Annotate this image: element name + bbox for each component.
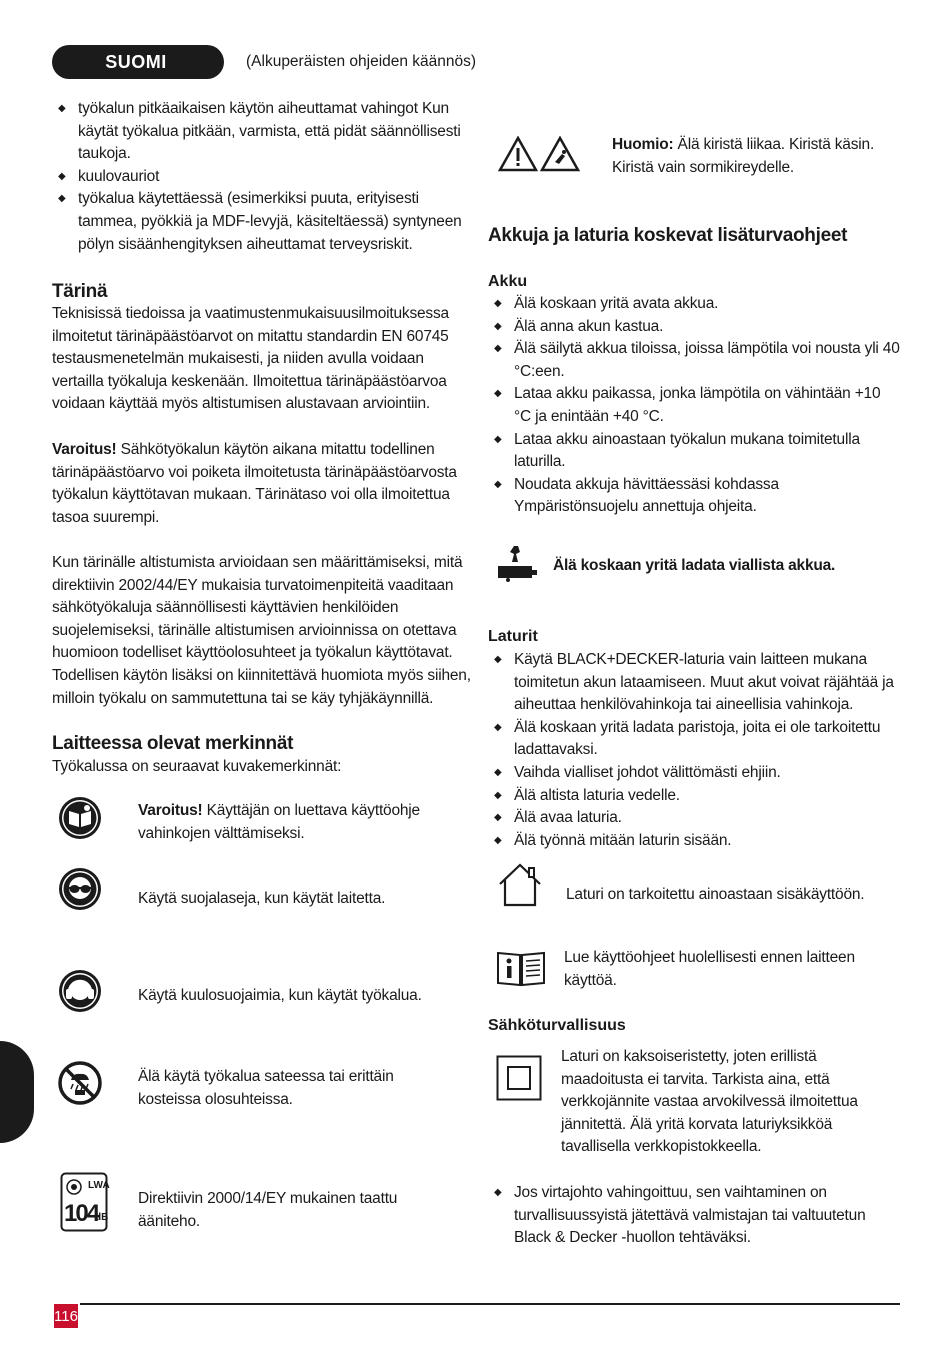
info-book-icon <box>496 947 546 992</box>
battery-section-heading: Akkuja ja laturia koskevat lisäturvaohjeet <box>488 225 848 246</box>
list-item: ◆ Jos virtajohto vahingoittuu, sen vaihtaminen on turvallisuussyistä jätettävä valmistajan tai valtuutetun Black & Decker -huollon tehtäväksi. <box>488 1182 900 1250</box>
no-rain-icon <box>57 1060 103 1111</box>
warning-label: Varoitus! <box>52 441 117 458</box>
vibration-paragraph-1: Teknisissä tiedoissa ja vaatimustenmukaisuusilmoituksessa ilmoitetut tärinäpäästöarvot on mitattu standardin EN 60745 testausmenetelmän mukaisesti, ja niiden avulla voidaan vertailla työkaluja keskenään. Ilmoitettua tärinäpäästöarvoa voidaan käyttää myös altistumisen alustavaan arviointiin. <box>52 305 449 413</box>
safety-glasses-icon <box>57 866 103 917</box>
cord-bullet-list <box>488 1182 900 1250</box>
sound-unit: dB <box>95 1212 109 1223</box>
list-item: ◆ Älä koskaan yritä ladata paristoja, joita ei ole tarkoitettu ladattavaksi. <box>488 717 900 762</box>
marking-text-glasses: Käytä suojalaseja, kun käytät laitetta. <box>138 890 386 907</box>
battery-list <box>488 293 900 519</box>
double-insulation-icon <box>496 1055 542 1106</box>
list-item: ◆ Käytä BLACK+DECKER-laturia vain laitteen mukana toimitetun akun lataamiseen. Muut akut voivat räjähtää ja aiheuttaa henkilövahinkoja tai aineellisia vahinkoja. <box>488 649 900 717</box>
section-tab <box>0 1041 34 1143</box>
damaged-battery-note: Älä koskaan yritä ladata viallista akkua. <box>553 557 836 574</box>
warning-text: Sähkötyökalun käytön aikana mitattu todellinen tärinäpäästöarvo voi poiketa ilmoitetusta tärinäpäästöarvosta työkalun käyttötavan mukaan. Tärinätaso voi olla ilmoitettua tasoa suurempi. <box>52 441 457 526</box>
sound-lwa-label: LWA <box>88 1180 110 1191</box>
double-insulated-text: Laturi on kaksoiseristetty, joten erillistä maadoitusta ei tarvita. Tarkista aina, että verkkojännite vastaa arvokilvessä ilmoitettua jännitettä. Älä yritä korvata laturiyksikköä tavallisella verkkopistokkeella. <box>561 1048 858 1156</box>
list-item: ◆ Noudata akkuja hävittäessäsi kohdassa Ympäristönsuojelu annettuja ohjeita. <box>488 474 900 519</box>
markings-intro: Työkalussa on seuraavat kuvakemerkinnät: <box>52 758 342 775</box>
sound-power-icon <box>60 1172 108 1232</box>
read-manual-icon <box>57 795 103 846</box>
marking-text-rain: Älä käytä työkalua sateessa tai erittäin kosteissa olosuhteissa. <box>138 1068 394 1108</box>
caution-text: Huomio: Älä kiristä liikaa. Kiristä käsin. Kiristä vain sormikireydelle. <box>612 136 875 176</box>
page-number: 116 <box>54 1304 78 1328</box>
list-item: ◆ Älä säilytä akkua tiloissa, joissa lämpötila voi nousta yli 40 °C:een. <box>488 338 900 383</box>
list-item: ◆ Lataa akku ainoastaan työkalun mukana toimitetulla laturilla. <box>488 429 900 474</box>
damaged-battery-icon <box>494 542 540 587</box>
vibration-heading: Tärinä <box>52 281 108 302</box>
list-item: ◆ Vaihda vialliset johdot välittömästi ehjiin. <box>488 762 900 785</box>
list-item: ◆ Lataa akku paikassa, jonka lämpötila on vähintään +10 °C ja enintään +40 °C. <box>488 383 900 428</box>
list-item: ◆ työkalun pitkäaikaisen käytön aiheuttamat vahingot Kun käytät työkalua pitkään, varmista, että pidät säännöllisesti taukoja. <box>52 98 472 166</box>
list-item: ◆ työkalua käytettäessä (esimerkiksi puuta, erityisesti tammea, pyökkiä ja MDF-levyjä, käsiteltäessä) syntyneen pölyn sisäänhengityksen aiheuttamat terveysriskit. <box>52 188 472 256</box>
language-label: SUOMI <box>105 51 167 72</box>
vibration-paragraph-3: Kun tärinälle altistumista arvioidaan sen määrittämiseksi, mitä direktiivin 2002/44/EY mukaisia turvatoimenpiteitä vaaditaan sähkötyökaluja säännöllisesti käyttävien henkilöiden suojelemiseksi, tärinälle altistumisen arvioinnissa on otettava huomioon todelliset käyttöolosuhteet ja työkalun käyttötavat. Todellisen käytön lisäksi on kiinnitettävä huomiota myös siihen, milloin työkalu on sammutettuna tai se käy tyhjäkäynnillä. <box>52 554 471 707</box>
indoor-use-icon <box>496 862 544 913</box>
list-item: ◆ Älä avaa laturia. <box>488 807 900 830</box>
marking-text-sound: Direktiivin 2000/14/EY mukainen taattu ääniteho. <box>138 1190 398 1230</box>
list-item: ◆ Älä työnnä mitään laturin sisään. <box>488 830 900 853</box>
intro-bullets <box>52 98 472 256</box>
language-badge <box>52 45 224 79</box>
hand-tighten-icon <box>540 136 580 177</box>
sound-value: 104 <box>64 1200 99 1227</box>
indoor-note: Laturi on tarkoitettu ainoastaan sisäkäyttöön. <box>566 886 865 903</box>
list-item: ◆ Älä anna akun kastua. <box>488 316 900 339</box>
vibration-paragraph-2 <box>52 439 472 529</box>
warning-triangle-icon <box>498 136 538 177</box>
markings-heading: Laitteessa olevat merkinnät <box>52 733 294 754</box>
header-subtitle: (Alkuperäisten ohjeiden käännös) <box>246 53 477 70</box>
ear-protection-icon <box>57 968 103 1019</box>
list-item: ◆ Älä koskaan yritä avata akkua. <box>488 293 900 316</box>
electrical-heading: Sähköturvallisuus <box>488 1017 626 1034</box>
marking-text-ear: Käytä kuulosuojaimia, kun käytät työkalua. <box>138 987 422 1004</box>
footer-divider <box>80 1303 900 1305</box>
list-item: ◆ Älä altista laturia vedelle. <box>488 785 900 808</box>
chargers-list <box>488 649 900 852</box>
marking-text-read-manual: Varoitus! Käyttäjän on luettava käyttöohje vahinkojen välttämiseksi. <box>138 802 420 842</box>
chargers-heading: Laturit <box>488 628 538 645</box>
battery-heading: Akku <box>488 273 528 290</box>
list-item: ◆ kuulovauriot <box>52 166 472 189</box>
read-manual-note: Lue käyttöohjeet huolellisesti ennen laitteen käyttöä. <box>564 949 855 989</box>
